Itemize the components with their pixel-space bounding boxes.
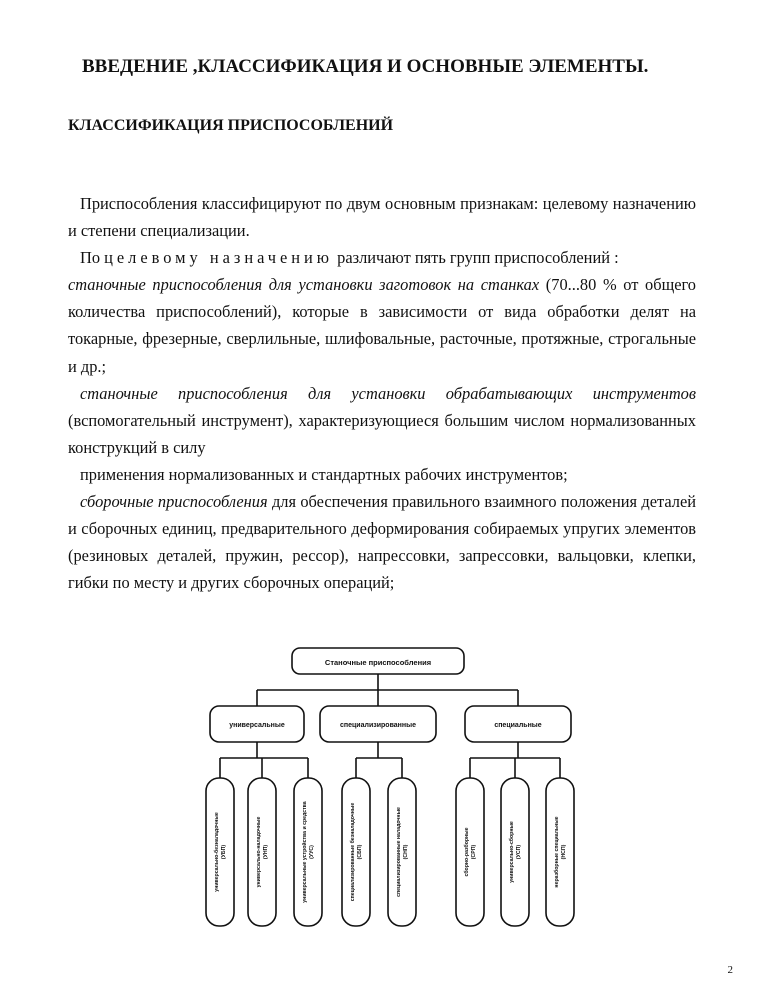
paragraph-groups-prefix: По bbox=[80, 248, 105, 268]
diagram-leaf-abbr-7: (УСП) bbox=[516, 844, 522, 860]
diagram-leaf-label-6: сборно-разборные bbox=[464, 827, 470, 877]
diagram-group-label-3: специальные bbox=[494, 722, 542, 729]
diagram-leaf-box-3 bbox=[294, 778, 322, 926]
spaced-emphasis: целевому назначению bbox=[104, 248, 334, 268]
diagram-leaf-abbr-1: (УБП) bbox=[221, 844, 227, 860]
paragraph-groups-rest: (70...80 % от общего количества приспособлений), которые в зависимости от вида обработки делят на токарные, фрезерные, сверлильные, шлифовальные, расточные, протяжные, строгальные и др.; bbox=[68, 275, 696, 376]
diagram-leaf-label-2: универсально-наладочные bbox=[256, 816, 262, 888]
diagram-leaf-box-7 bbox=[501, 778, 529, 926]
diagram-leaf-box-6 bbox=[456, 778, 484, 926]
diagram-leaf-box-4 bbox=[342, 778, 370, 926]
diagram-leaf-abbr-8: (НСП) bbox=[561, 844, 567, 860]
paragraph-assembly-rest: для обеспечения правильного взаимного положения деталей и сборочных единиц, предварительного деформирования собираемых упругих элементов (резиновых деталей, пружин, рессор), напрессовки, запрессовки, вальцовки, клепки, гибки по месту и других сборочных операций; bbox=[68, 492, 696, 593]
page-title: ВВЕДЕНИЕ ,КЛАССИФИКАЦИЯ И ОСНОВНЫЕ ЭЛЕМЕНТЫ. bbox=[82, 56, 649, 77]
diagram-group-label-1: универсальные bbox=[229, 722, 285, 729]
diagram-leaf-box-5 bbox=[388, 778, 416, 926]
diagram-leaf-box-2 bbox=[248, 778, 276, 926]
paragraph-intro: Приспособления классифицируют по двум основным признакам: целевому назначению и степени специализации. bbox=[68, 194, 696, 241]
classification-diagram bbox=[200, 640, 580, 930]
italic-term-tools: станочные приспособления для установки обрабатывающих инструментов bbox=[80, 383, 696, 403]
paragraph-tools bbox=[68, 380, 696, 461]
paragraph-tools-continued: применения нормализованных и стандартных рабочих инструментов; bbox=[80, 464, 568, 484]
page-number: 2 bbox=[727, 964, 733, 976]
body-text bbox=[68, 190, 696, 596]
diagram-leaf-label-5: специализированные наладочные bbox=[396, 807, 402, 897]
diagram-leaf-box-1 bbox=[206, 778, 234, 926]
italic-term-assembly: сборочные приспособления bbox=[80, 492, 268, 512]
diagram-leaf-label-3: универсальные устройства и средства bbox=[302, 801, 308, 903]
diagram-leaf-label-8: неразборные специальные bbox=[554, 816, 560, 888]
diagram-leaf-abbr-6: (СРП) bbox=[471, 844, 477, 860]
diagram-leaf-abbr-5: (СНП) bbox=[403, 844, 409, 860]
section-title: КЛАССИФИКАЦИЯ ПРИСПОСОБЛЕНИЙ bbox=[68, 117, 394, 134]
paragraph-groups-suffix: различают пять групп приспособлений : bbox=[333, 248, 619, 268]
diagram-leaf-abbr-3: (УУС) bbox=[309, 845, 315, 859]
paragraph-tools-rest: (вспомогательный инструмент), характеризующиеся большим числом нормализованных конструкций в силу bbox=[68, 410, 696, 457]
diagram-leaf-abbr-2: (УНП) bbox=[263, 844, 269, 860]
diagram-group-label-2: специализированные bbox=[339, 722, 417, 729]
italic-term-workpiece: станочные приспособления для установки заготовок на станках bbox=[68, 275, 540, 295]
diagram-root-label: Станочные приспособления bbox=[324, 658, 432, 667]
diagram-leaf-label-4: специализированные безналадочные bbox=[350, 802, 356, 902]
diagram-leaf-abbr-4: (СБП) bbox=[357, 844, 363, 860]
diagram-leaf-box-8 bbox=[546, 778, 574, 926]
paragraph-assembly bbox=[68, 488, 696, 596]
paragraph-groups bbox=[68, 244, 696, 379]
diagram-leaf-label-7: универсально-сборные bbox=[509, 821, 515, 883]
diagram-leaf-label-1: универсально-безналадочные bbox=[214, 812, 220, 892]
